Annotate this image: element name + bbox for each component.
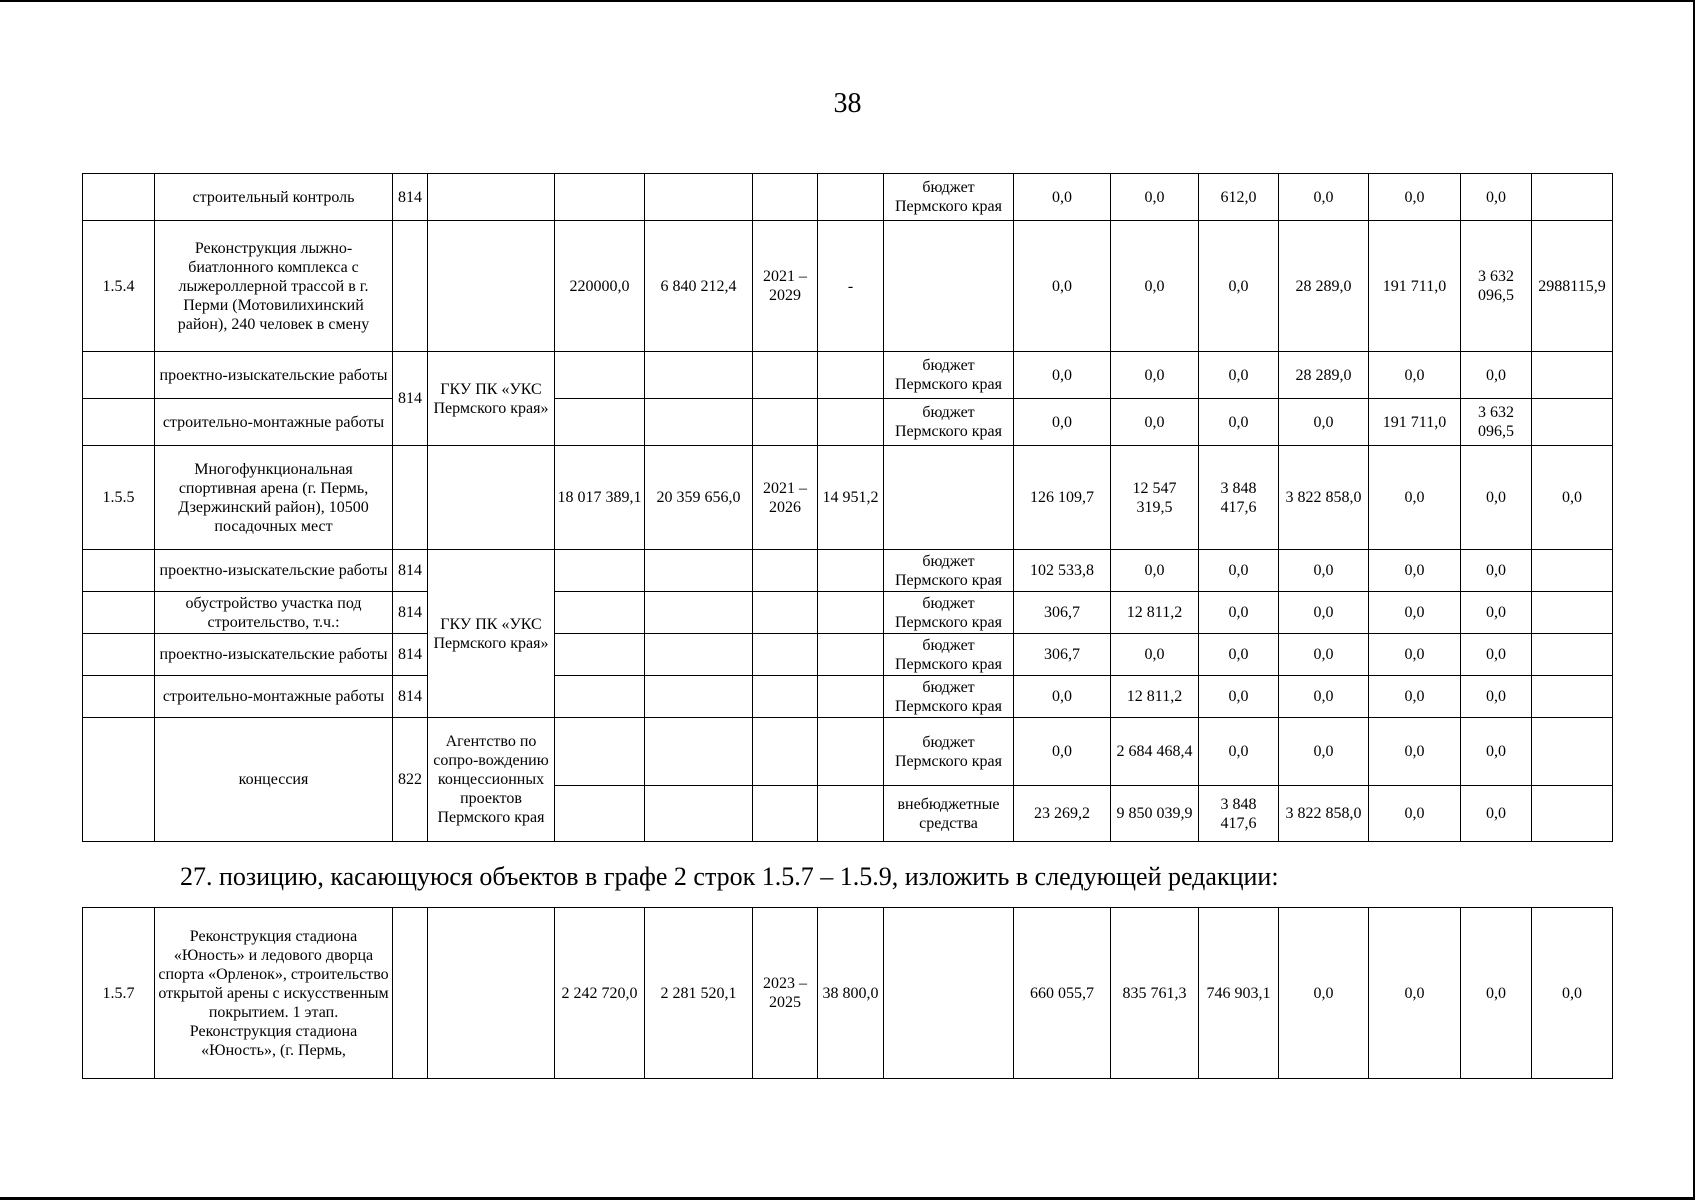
- page-top-border: [0, 0, 1695, 2]
- value-3: 0,0: [1199, 634, 1279, 676]
- cell-c7: [753, 634, 818, 676]
- value-5: 191 711,0: [1369, 221, 1461, 352]
- value-4: 0,0: [1279, 399, 1369, 446]
- value-1: 0,0: [1014, 221, 1111, 352]
- grbs-code: 814: [393, 352, 428, 446]
- cell-c7: [753, 174, 818, 221]
- executor: ГКУ ПК «УКС Пермского края»: [428, 352, 555, 446]
- table-row: [83, 352, 1613, 399]
- value-2: 9 850 039,9: [1111, 786, 1199, 842]
- cell-c5: [555, 786, 645, 842]
- cell-c8: [818, 352, 884, 399]
- value-6: 0,0: [1461, 718, 1532, 786]
- value-1: 0,0: [1014, 718, 1111, 786]
- value-5: 0,0: [1369, 786, 1461, 842]
- row-number: [83, 352, 155, 399]
- funding-source: бюджет Пермского края: [884, 676, 1014, 718]
- page-number: 38: [833, 88, 862, 119]
- cell-c6: [645, 174, 753, 221]
- cell-c6: [645, 399, 753, 446]
- value-5: 191 711,0: [1369, 399, 1461, 446]
- value-7: [1532, 352, 1613, 399]
- cell-c8: -: [818, 221, 884, 352]
- row-number: [83, 676, 155, 718]
- value-7: [1532, 174, 1613, 221]
- value-5: 0,0: [1369, 174, 1461, 221]
- funding-source: [884, 221, 1014, 352]
- value-2: 0,0: [1111, 221, 1199, 352]
- row-number: 1.5.4: [83, 221, 155, 352]
- cell-c6: 20 359 656,0: [645, 446, 753, 550]
- cell-c7: [753, 592, 818, 634]
- row-number: [83, 592, 155, 634]
- row-number: [83, 399, 155, 446]
- grbs-code: 814: [393, 592, 428, 634]
- value-6: 0,0: [1461, 352, 1532, 399]
- value-7: 0,0: [1532, 446, 1613, 550]
- value-3: 0,0: [1199, 592, 1279, 634]
- object-name: Реконструкция стадиона «Юность» и ледового дворца спорта «Орленок», строительство открытой арены с искусственным покрытием. 1 этап. Реконструкция стадиона «Юность», (г. Пермь,: [155, 908, 393, 1079]
- object-name: Реконструкция лыжно-биатлонного комплекса с лыжероллерной трассой в г. Перми (Мотовилихинский район), 240 человек в смену: [155, 221, 393, 352]
- value-5: 0,0: [1369, 676, 1461, 718]
- grbs-code: [393, 908, 428, 1079]
- grbs-code: [393, 446, 428, 550]
- cell-c7: [753, 550, 818, 592]
- grbs-code: 814: [393, 174, 428, 221]
- table-row: [83, 592, 1613, 634]
- value-7: [1532, 592, 1613, 634]
- value-4: 0,0: [1279, 550, 1369, 592]
- cell-c5: 18 017 389,1: [555, 446, 645, 550]
- grbs-code: 822: [393, 718, 428, 842]
- row-number: 1.5.5: [83, 446, 155, 550]
- value-6: 3 632 096,5: [1461, 221, 1532, 352]
- table-row: [83, 634, 1613, 676]
- row-number: [83, 718, 155, 842]
- table-row: [83, 399, 1613, 446]
- object-name: строительный контроль: [155, 174, 393, 221]
- cell-c7: [753, 676, 818, 718]
- value-2: 0,0: [1111, 399, 1199, 446]
- executor: [428, 446, 555, 550]
- value-5: 0,0: [1369, 718, 1461, 786]
- value-4: 0,0: [1279, 592, 1369, 634]
- value-7: [1532, 718, 1613, 786]
- amendment-heading: 27. позицию, касающуюся объектов в графе 2 строк 1.5.7 – 1.5.9, изложить в следующей редакции:: [180, 862, 1279, 891]
- value-6: 0,0: [1461, 634, 1532, 676]
- value-1: 102 533,8: [1014, 550, 1111, 592]
- program-table: [82, 173, 1613, 842]
- value-4: 0,0: [1279, 634, 1369, 676]
- value-3: 0,0: [1199, 352, 1279, 399]
- cell-c7: [753, 786, 818, 842]
- cell-c5: [555, 352, 645, 399]
- row-number: 1.5.7: [83, 908, 155, 1079]
- value-1: 23 269,2: [1014, 786, 1111, 842]
- value-4: 28 289,0: [1279, 221, 1369, 352]
- grbs-code: [393, 221, 428, 352]
- value-5: 0,0: [1369, 634, 1461, 676]
- value-3: 0,0: [1199, 676, 1279, 718]
- funding-source: бюджет Пермского края: [884, 718, 1014, 786]
- value-1: 306,7: [1014, 592, 1111, 634]
- object-name: Многофункциональная спортивная арена (г. Пермь, Дзержинский район), 10500 посадочных мест: [155, 446, 393, 550]
- table-row: [83, 174, 1613, 221]
- value-1: 0,0: [1014, 676, 1111, 718]
- cell-c5: [555, 592, 645, 634]
- value-3: 3 848 417,6: [1199, 786, 1279, 842]
- value-6: 0,0: [1461, 174, 1532, 221]
- cell-c5: 2 242 720,0: [555, 908, 645, 1079]
- row-number: [83, 174, 155, 221]
- value-6: 0,0: [1461, 908, 1532, 1079]
- program-table-continued: [82, 907, 1613, 1079]
- object-name: проектно-изыскательские работы: [155, 550, 393, 592]
- value-2: 0,0: [1111, 634, 1199, 676]
- value-4: 0,0: [1279, 908, 1369, 1079]
- funding-source: бюджет Пермского края: [884, 592, 1014, 634]
- value-4: 3 822 858,0: [1279, 786, 1369, 842]
- cell-c7: 2023 – 2025: [753, 908, 818, 1079]
- cell-c8: [818, 786, 884, 842]
- value-2: 0,0: [1111, 352, 1199, 399]
- value-1: 0,0: [1014, 174, 1111, 221]
- value-4: 0,0: [1279, 174, 1369, 221]
- cell-c8: [818, 718, 884, 786]
- value-6: 0,0: [1461, 786, 1532, 842]
- cell-c6: [645, 550, 753, 592]
- object-name: проектно-изыскательские работы: [155, 352, 393, 399]
- executor: [428, 174, 555, 221]
- executor: Агентство по сопро-вождению концессионных проектов Пермского края: [428, 718, 555, 842]
- value-7: [1532, 399, 1613, 446]
- row-number: [83, 550, 155, 592]
- funding-source: внебюджетные средства: [884, 786, 1014, 842]
- funding-source: бюджет Пермского края: [884, 174, 1014, 221]
- value-2: 2 684 468,4: [1111, 718, 1199, 786]
- grbs-code: 814: [393, 676, 428, 718]
- funding-source: бюджет Пермского края: [884, 399, 1014, 446]
- cell-c6: [645, 634, 753, 676]
- cell-c6: 6 840 212,4: [645, 221, 753, 352]
- value-3: 0,0: [1199, 221, 1279, 352]
- funding-source: [884, 908, 1014, 1079]
- cell-c8: [818, 399, 884, 446]
- value-1: 0,0: [1014, 352, 1111, 399]
- value-2: 12 811,2: [1111, 676, 1199, 718]
- value-2: 12 811,2: [1111, 592, 1199, 634]
- cell-c7: [753, 352, 818, 399]
- executor: [428, 908, 555, 1079]
- cell-c6: 2 281 520,1: [645, 908, 753, 1079]
- table-row: [83, 221, 1613, 352]
- table-row: [83, 550, 1613, 592]
- value-7: [1532, 676, 1613, 718]
- value-5: 0,0: [1369, 352, 1461, 399]
- table-row: [83, 446, 1613, 550]
- object-name: строительно-монтажные работы: [155, 399, 393, 446]
- cell-c5: 220000,0: [555, 221, 645, 352]
- value-3: 612,0: [1199, 174, 1279, 221]
- value-6: 0,0: [1461, 592, 1532, 634]
- cell-c7: [753, 399, 818, 446]
- grbs-code: 814: [393, 550, 428, 592]
- cell-c8: [818, 592, 884, 634]
- funding-source: бюджет Пермского края: [884, 634, 1014, 676]
- value-5: 0,0: [1369, 592, 1461, 634]
- value-1: 0,0: [1014, 399, 1111, 446]
- grbs-code: 814: [393, 634, 428, 676]
- cell-c8: 14 951,2: [818, 446, 884, 550]
- cell-c6: [645, 718, 753, 786]
- cell-c7: [753, 718, 818, 786]
- executor: ГКУ ПК «УКС Пермского края»: [428, 550, 555, 718]
- value-6: 0,0: [1461, 446, 1532, 550]
- value-7: 0,0: [1532, 908, 1613, 1079]
- object-name: строительно-монтажные работы: [155, 676, 393, 718]
- cell-c6: [645, 676, 753, 718]
- value-5: 0,0: [1369, 446, 1461, 550]
- object-name: обустройство участка под строительство, т.ч.:: [155, 592, 393, 634]
- cell-c6: [645, 352, 753, 399]
- cell-c8: 38 800,0: [818, 908, 884, 1079]
- table-row: [83, 718, 1613, 786]
- value-4: 0,0: [1279, 718, 1369, 786]
- value-3: 3 848 417,6: [1199, 446, 1279, 550]
- executor: [428, 221, 555, 352]
- table-row: [83, 676, 1613, 718]
- funding-source: бюджет Пермского края: [884, 550, 1014, 592]
- value-1: 306,7: [1014, 634, 1111, 676]
- cell-c5: [555, 676, 645, 718]
- value-7: [1532, 550, 1613, 592]
- row-number: [83, 634, 155, 676]
- cell-c8: [818, 174, 884, 221]
- value-6: 0,0: [1461, 676, 1532, 718]
- value-7: [1532, 786, 1613, 842]
- cell-c5: [555, 634, 645, 676]
- value-7: [1532, 634, 1613, 676]
- value-3: 0,0: [1199, 399, 1279, 446]
- cell-c8: [818, 676, 884, 718]
- value-2: 0,0: [1111, 174, 1199, 221]
- cell-c8: [818, 550, 884, 592]
- value-7: 2988115,9: [1532, 221, 1613, 352]
- cell-c8: [818, 634, 884, 676]
- value-4: 28 289,0: [1279, 352, 1369, 399]
- funding-source: [884, 446, 1014, 550]
- object-name: концессия: [155, 718, 393, 842]
- cell-c5: [555, 718, 645, 786]
- value-5: 0,0: [1369, 550, 1461, 592]
- value-5: 0,0: [1369, 908, 1461, 1079]
- value-3: 0,0: [1199, 718, 1279, 786]
- table-row: [83, 908, 1613, 1079]
- value-1: 126 109,7: [1014, 446, 1111, 550]
- value-3: 746 903,1: [1199, 908, 1279, 1079]
- value-2: 12 547 319,5: [1111, 446, 1199, 550]
- cell-c6: [645, 786, 753, 842]
- value-4: 0,0: [1279, 676, 1369, 718]
- cell-c7: 2021 – 2026: [753, 446, 818, 550]
- cell-c5: [555, 174, 645, 221]
- value-6: 0,0: [1461, 550, 1532, 592]
- funding-source: бюджет Пермского края: [884, 352, 1014, 399]
- cell-c6: [645, 592, 753, 634]
- value-6: 3 632 096,5: [1461, 399, 1532, 446]
- cell-c5: [555, 399, 645, 446]
- value-3: 0,0: [1199, 550, 1279, 592]
- value-2: 0,0: [1111, 550, 1199, 592]
- value-1: 660 055,7: [1014, 908, 1111, 1079]
- object-name: проектно-изыскательские работы: [155, 634, 393, 676]
- value-2: 835 761,3: [1111, 908, 1199, 1079]
- value-4: 3 822 858,0: [1279, 446, 1369, 550]
- cell-c7: 2021 – 2029: [753, 221, 818, 352]
- cell-c5: [555, 550, 645, 592]
